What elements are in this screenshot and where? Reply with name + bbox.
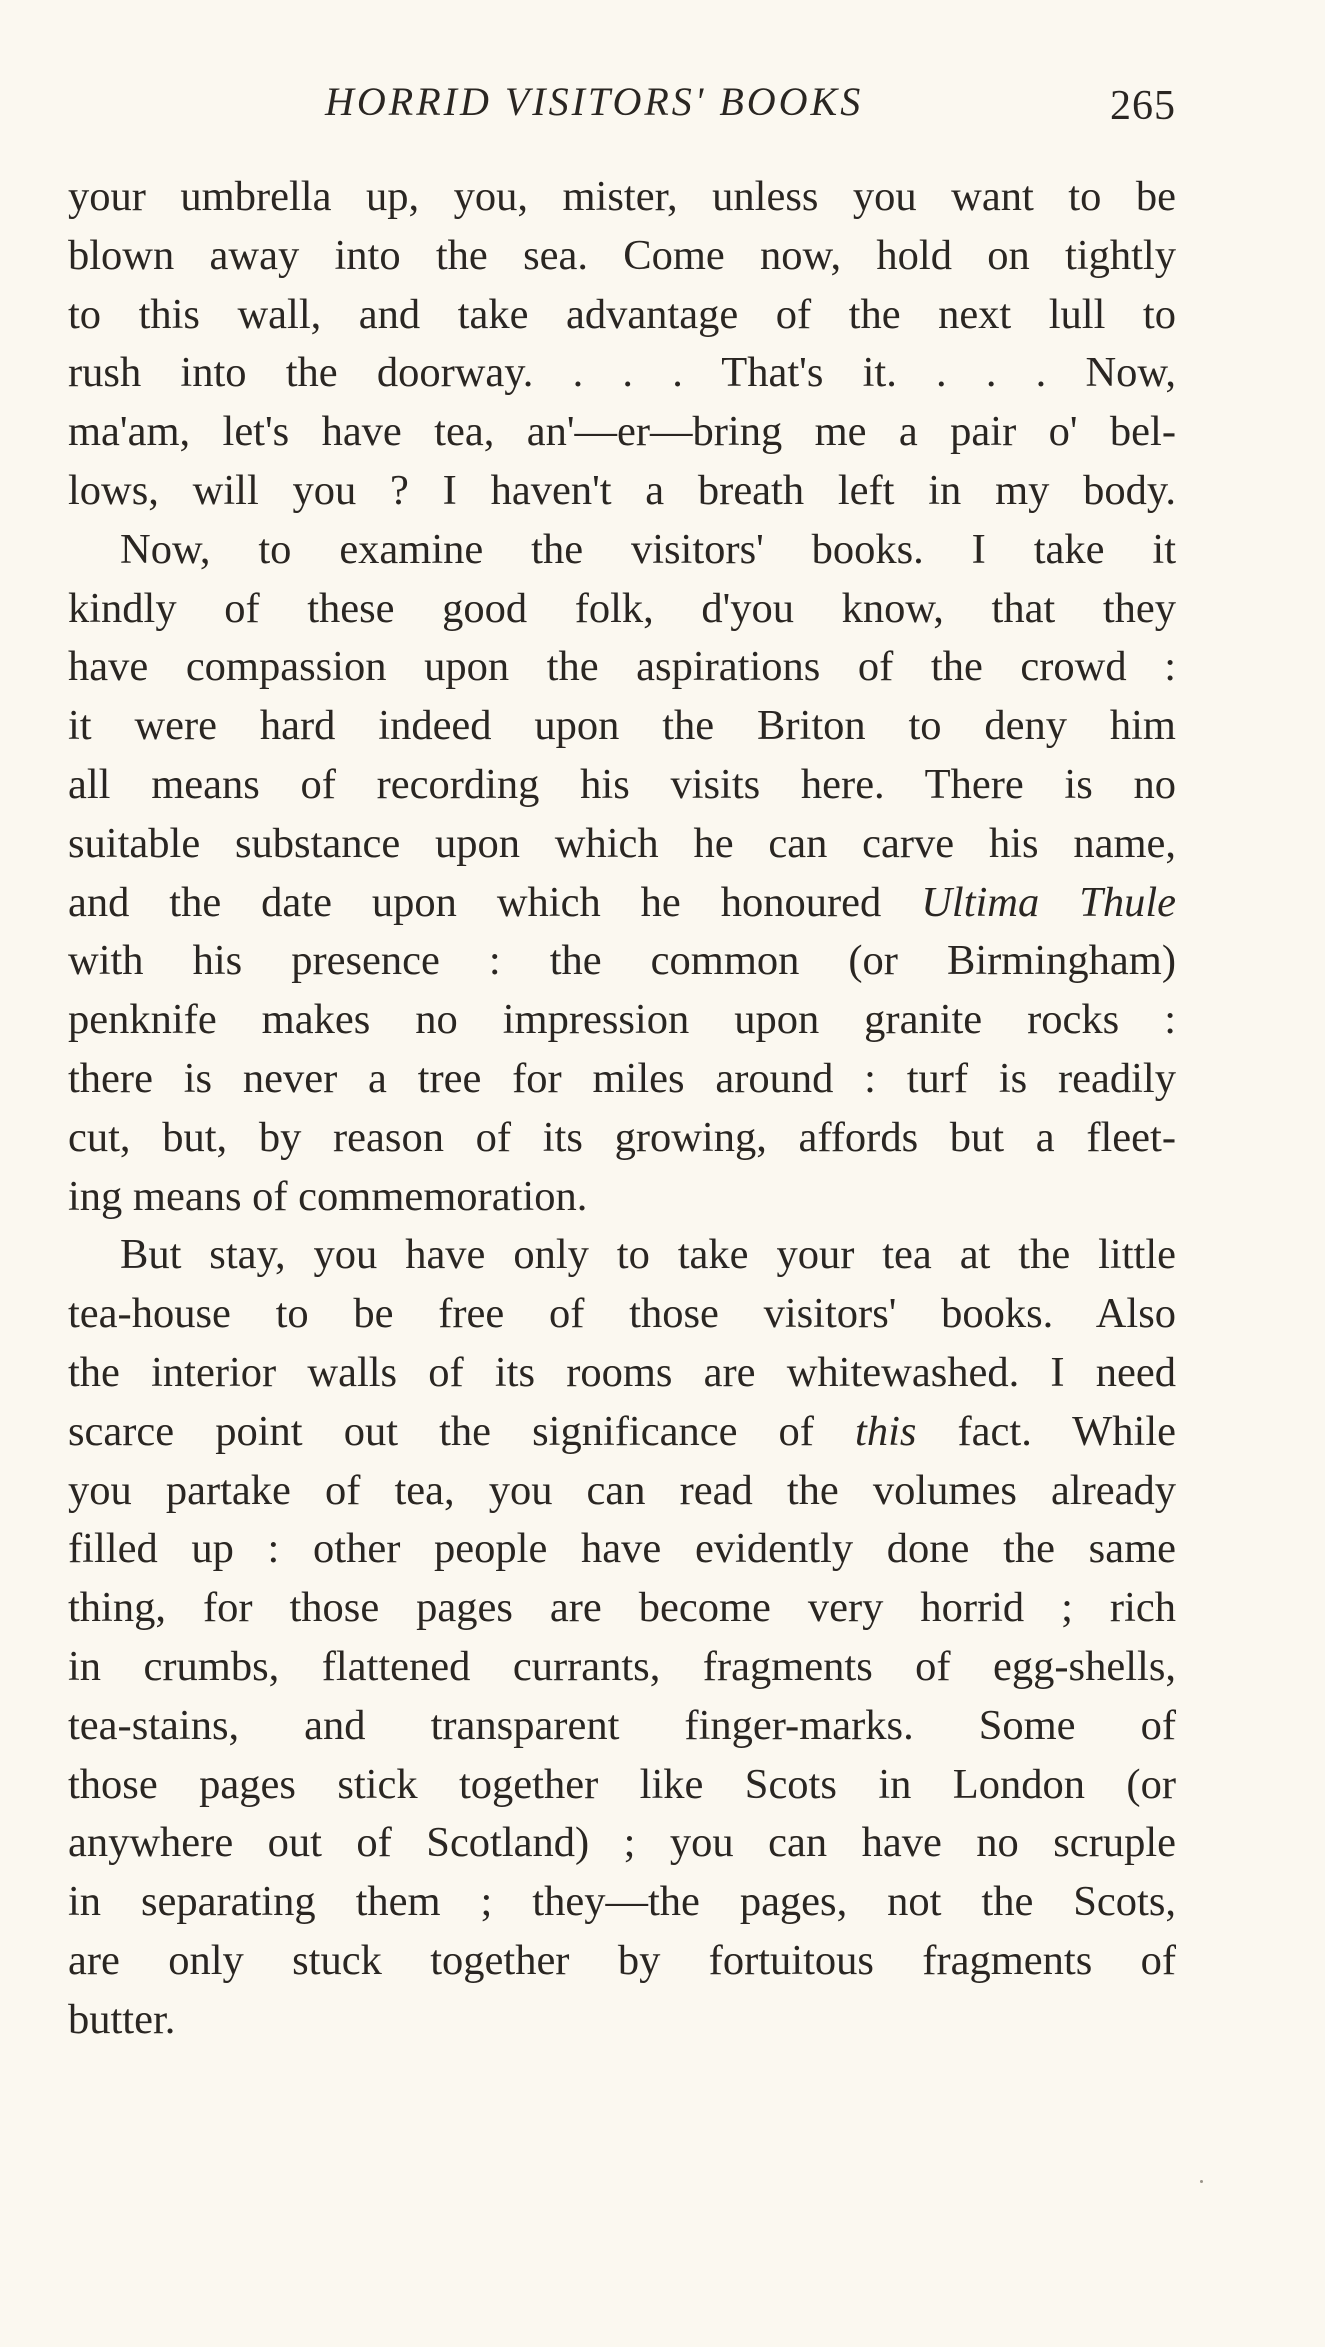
text-line: all means of recording his visits here. There is no (68, 760, 1176, 808)
text-line: ma'am, let's have tea, an'—er—bring me a pair o' bel- (68, 408, 1176, 456)
text-line: those pages stick together like Scots in London (or (68, 1760, 1176, 1808)
text-line: lows, will you ? I haven't a breath left in my body. (68, 466, 1176, 514)
running-head (0, 72, 1325, 132)
text-line: you partake of tea, you can read the volumes already (68, 1466, 1176, 1514)
text-line-with-italic (68, 874, 1176, 933)
text-line: rush into the doorway. . . . That's it. . . . Now, (68, 349, 1176, 397)
italic-word: this (855, 1407, 917, 1455)
text-segment: scarce point out the significance of (68, 1407, 814, 1455)
text-line-with-italic (68, 1403, 1176, 1462)
body-text (68, 168, 1176, 2050)
text-line: kindly of these good folk, d'you know, that they (68, 584, 1176, 632)
text-line: the interior walls of its rooms are whitewashed. I need (68, 1348, 1176, 1396)
running-title: HORRID VISITORS' BOOKS (325, 79, 864, 124)
page-number: 265 (1110, 83, 1176, 129)
text-line: penknife makes no impression upon granite rocks : (68, 996, 1176, 1044)
text-line: to this wall, and take advantage of the next lull to (68, 290, 1176, 338)
text-line: anywhere out of Scotland) ; you can have no scruple (68, 1819, 1176, 1867)
text-line: in crumbs, flattened currants, fragments of egg-shells, (68, 1642, 1176, 1690)
text-segment: fact. While (957, 1407, 1176, 1455)
text-line: tea-house to be free of those visitors' books. Also (68, 1290, 1176, 1338)
text-segment: and the date upon which he honoured (68, 878, 882, 926)
text-line: filled up : other people have evidently done the same (68, 1525, 1176, 1573)
text-line: your umbrella up, you, mister, unless you want to be (68, 173, 1176, 220)
text-line: Now, to examine the visitors' books. I take it (120, 525, 1176, 573)
text-line: thing, for those pages are become very horrid ; rich (68, 1584, 1176, 1632)
text-line: in separating them ; they—the pages, not the Scots, (68, 1878, 1176, 1926)
text-line: there is never a tree for miles around : turf is readily (68, 1054, 1176, 1102)
text-line: with his presence : the common (or Birmingham) (68, 937, 1176, 985)
text-line: it were hard indeed upon the Briton to deny him (68, 702, 1176, 750)
text-line: suitable substance upon which he can carve his name, (68, 819, 1176, 867)
text-line: are only stuck together by fortuitous fragments of (68, 1936, 1176, 1984)
text-line: butter. (68, 1995, 176, 2043)
text-line: tea-stains, and transparent finger-marks. Some of (68, 1701, 1176, 1749)
text-line: cut, but, by reason of its growing, affords but a fleet- (68, 1113, 1176, 1161)
paper-speck (1200, 2180, 1203, 2183)
text-line: blown away into the sea. Come now, hold on tightly (68, 231, 1176, 279)
text-line: But stay, you have only to take your tea at the little (120, 1231, 1176, 1279)
text-line: have compassion upon the aspirations of the crowd : (68, 643, 1176, 691)
text-line: ing means of commemoration. (68, 1172, 588, 1220)
italic-phrase: Ultima Thule (921, 878, 1176, 926)
